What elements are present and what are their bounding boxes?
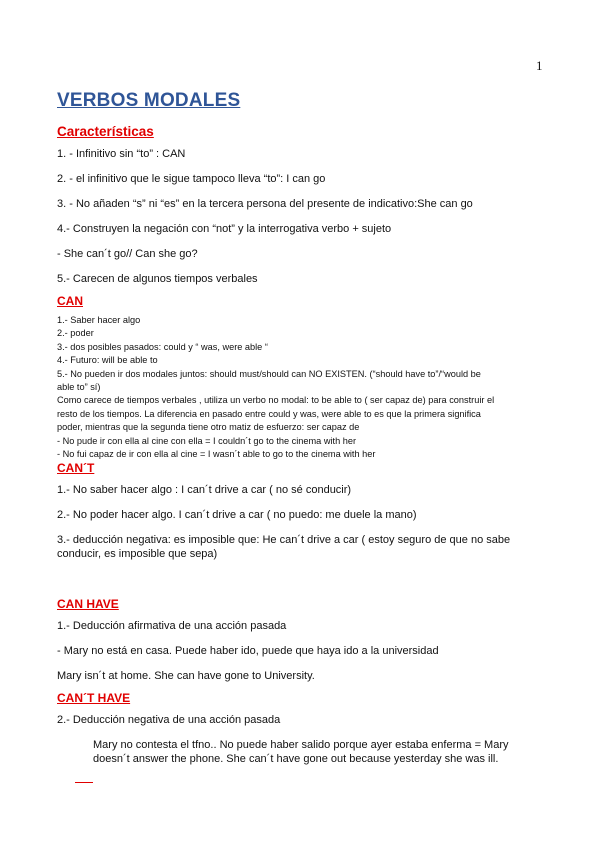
can-line: 2.- poder: [57, 328, 94, 339]
page-number: 1: [536, 58, 543, 73]
caracteristicas-item: 5.- Carecen de algunos tiempos verbales: [57, 273, 258, 285]
caracteristicas-item: 1. - Infinitivo sin “to” : CAN: [57, 148, 186, 160]
section-heading-can: CAN: [57, 294, 83, 308]
caracteristicas-item: 2. - el infinitivo que le sigue tampoco lleva “to”: I can go: [57, 173, 326, 185]
can-line: 1.- Saber hacer algo: [57, 315, 141, 325]
section-heading-caracteristicas: Características: [57, 124, 154, 139]
can-line: Como carece de tiempos verbales , utiliza un verbo no modal: to be able to ( ser capaz de) para construir el: [57, 395, 495, 406]
section-heading-cant: CAN´T: [57, 461, 95, 476]
can-line: 3.- dos posibles pasados: could y “ was, were able “: [57, 341, 268, 352]
cant-have-example-line: doesn´t answer the phone. She can´t have gone out because yesterday she was ill.: [93, 753, 499, 766]
can-have-item: Mary isn´t at home. She can have gone to University.: [57, 670, 315, 683]
can-line: able to” sí): [57, 382, 101, 393]
cant-item: 2.- No poder hacer algo. I can´t drive a car ( no puedo: me duele la mano): [57, 509, 417, 522]
can-line: 4.- Futuro: will be able to: [57, 355, 158, 366]
cant-item: [57, 533, 552, 561]
can-have-item: - Mary no está en casa. Puede haber ido, puede que haya ido a la universidad: [57, 645, 439, 658]
underline-mark: [75, 781, 93, 783]
caracteristicas-item: - She can´t go// Can she go?: [57, 248, 198, 260]
can-line: - No fui capaz de ir con ella al cine = I wasn´t able to go to the cinema with her: [57, 449, 376, 460]
can-line: 5.- No pueden ir dos modales juntos: should must/should can NO EXISTEN. (“should have to”/“would be: [57, 368, 481, 379]
can-line: poder, mientras que la segunda tiene otro matiz de esfuerzo: ser capaz de: [57, 422, 360, 433]
document-body: [57, 90, 552, 788]
cant-item: 1.- No saber hacer algo : I can´t drive a car ( no sé conducir): [57, 484, 352, 497]
cant-have-example-line: Mary no contesta el tfno.. No puede haber salido porque ayer estaba enferma = Mary: [93, 739, 509, 752]
can-line: - No pude ir con ella al cine con ella = I couldn´t go to the cinema with her: [57, 435, 357, 446]
can-have-item: 1.- Deducción afirmativa de una acción pasada: [57, 620, 287, 633]
caracteristicas-item: 4.- Construyen la negación con “not” y la interrogativa verbo + sujeto: [57, 223, 392, 235]
cant-have-example: [93, 738, 552, 766]
cant-item-line: conducir, es imposible que sepa): [57, 548, 218, 561]
section-heading-can-have: CAN HAVE: [57, 597, 119, 612]
section-heading-cant-have: CAN´T HAVE: [57, 691, 131, 706]
cant-have-item: 2.- Deducción negativa de una acción pasada: [57, 714, 281, 727]
caracteristicas-item: 3. - No añaden “s” ni “es” en la tercera persona del presente de indicativo:She can go: [57, 198, 473, 210]
cant-item-line: 3.- deducción negativa: es imposible que: He can´t drive a car ( estoy seguro de que no sabe: [57, 534, 511, 547]
document-title: VERBOS MODALES: [57, 90, 241, 111]
can-line: resto de los tiempos. La diferencia en pasado entre could y was, were able to es que la primera significa: [57, 408, 481, 419]
